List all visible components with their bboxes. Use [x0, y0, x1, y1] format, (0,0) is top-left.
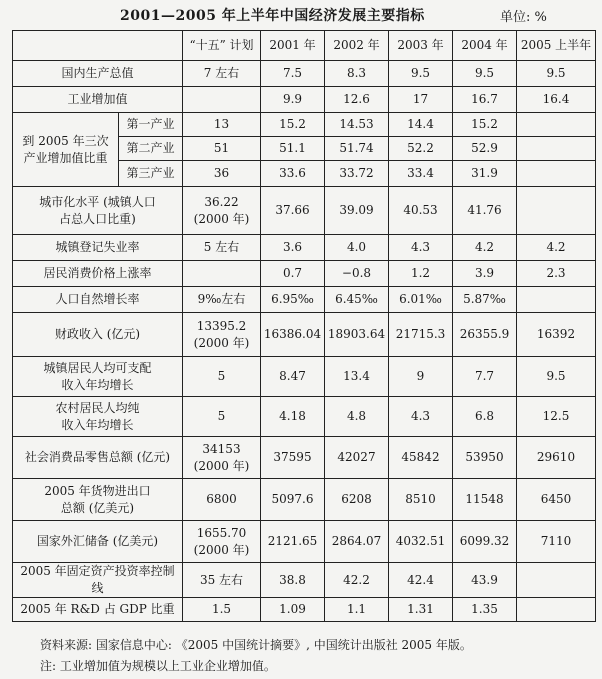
- value-cell: 14.53: [325, 113, 389, 137]
- table-row: [13, 598, 596, 622]
- cell-line: 36.22: [204, 194, 239, 209]
- value-cell: 40.53: [389, 187, 453, 235]
- value-cell: 1.09: [261, 598, 325, 622]
- cell-line: 2005 年货物进出口: [44, 483, 151, 498]
- plan-value-cell: [183, 137, 261, 161]
- value-cell: 33.4: [389, 161, 453, 187]
- value-cell: 29610: [517, 437, 596, 479]
- value-cell: 1.2: [389, 261, 453, 287]
- cell-line: 城镇居民人均可支配: [43, 360, 152, 375]
- table-row: [13, 235, 596, 261]
- cell-line: 35 左右: [199, 572, 244, 587]
- cell-line: 5: [217, 409, 226, 423]
- value-cell: 26355.9: [453, 313, 517, 357]
- table-row: [13, 397, 596, 437]
- value-cell: 17: [389, 87, 453, 113]
- value-cell: 37595: [261, 437, 325, 479]
- value-cell: 6.45‰: [325, 287, 389, 313]
- value-cell: 45842: [389, 437, 453, 479]
- cell-line: 13: [213, 117, 230, 131]
- plan-value-cell: [183, 187, 261, 235]
- row-label-cell: [13, 87, 183, 113]
- value-cell: 16.4: [517, 87, 596, 113]
- cell-line: 占总人口比重): [59, 211, 136, 226]
- footnote: 注: 工业增加值为规模以上工业企业增加值。: [40, 659, 276, 673]
- value-cell: 7110: [517, 521, 596, 563]
- cell-line: (2000 年): [193, 542, 250, 557]
- value-cell: 11548: [453, 479, 517, 521]
- table-row: [13, 313, 596, 357]
- value-cell: 6.8: [453, 397, 517, 437]
- value-cell: 3.6: [261, 235, 325, 261]
- plan-value-cell: [183, 113, 261, 137]
- row-label-cell: [13, 61, 183, 87]
- value-cell: 9.5: [517, 61, 596, 87]
- unit-label: 单位: %: [500, 10, 547, 25]
- value-cell: 4.2: [453, 235, 517, 261]
- row-label-cell: [13, 235, 183, 261]
- value-cell: 1.1: [325, 598, 389, 622]
- column-header: 2001 年: [261, 31, 325, 61]
- plan-value-cell: [183, 61, 261, 87]
- value-cell: [517, 113, 596, 137]
- row-label-cell: [13, 357, 183, 397]
- value-cell: 4.18: [261, 397, 325, 437]
- cell-line: (2000 年): [193, 335, 250, 350]
- row-label-cell: [13, 313, 183, 357]
- value-cell: 7.7: [453, 357, 517, 397]
- value-cell: 6208: [325, 479, 389, 521]
- value-cell: 0.7: [261, 261, 325, 287]
- column-header: “十五” 计划: [183, 31, 261, 61]
- value-cell: 1.31: [389, 598, 453, 622]
- cell-line: (2000 年): [193, 458, 250, 473]
- value-cell: 21715.3: [389, 313, 453, 357]
- value-cell: 16386.04: [261, 313, 325, 357]
- value-cell: 9.5: [389, 61, 453, 87]
- column-header: 2002 年: [325, 31, 389, 61]
- cell-line: 居民消费价格上涨率: [43, 266, 152, 280]
- value-cell: [517, 287, 596, 313]
- plan-value-cell: [183, 479, 261, 521]
- value-cell: 9: [389, 357, 453, 397]
- row-label-cell: [13, 563, 183, 598]
- cell-line: 城市化水平 (城镇人口: [39, 194, 156, 209]
- value-cell: 12.5: [517, 397, 596, 437]
- value-cell: 4.3: [389, 235, 453, 261]
- cell-line: 1655.70: [196, 525, 247, 540]
- value-cell: 38.8: [261, 563, 325, 598]
- value-cell: 15.2: [453, 113, 517, 137]
- value-cell: 1.35: [453, 598, 517, 622]
- value-cell: 4032.51: [389, 521, 453, 563]
- value-cell: 6.01‰: [389, 287, 453, 313]
- value-cell: 37.66: [261, 187, 325, 235]
- row-label-cell: [13, 437, 183, 479]
- row-label-cell: [13, 397, 183, 437]
- header-blank-cell: [13, 31, 183, 61]
- sub-label-cell: 第一产业: [119, 113, 183, 137]
- value-cell: 4.3: [389, 397, 453, 437]
- notes: [40, 635, 472, 677]
- column-header: 2003 年: [389, 31, 453, 61]
- plan-value-cell: [183, 261, 261, 287]
- value-cell: 43.9: [453, 563, 517, 598]
- value-cell: [517, 137, 596, 161]
- value-cell: 16392: [517, 313, 596, 357]
- value-cell: 18903.64: [325, 313, 389, 357]
- plan-value-cell: [183, 563, 261, 598]
- value-cell: 2.3: [517, 261, 596, 287]
- cell-line: 5: [217, 369, 226, 383]
- value-cell: 5097.6: [261, 479, 325, 521]
- table-row: [13, 479, 596, 521]
- cell-line: 收入年均增长: [61, 377, 134, 392]
- value-cell: 12.6: [325, 87, 389, 113]
- cell-line: 2005 年固定资产投资率控制线: [20, 564, 175, 595]
- cell-line: 城镇登记失业率: [55, 240, 140, 254]
- table-row: [13, 187, 596, 235]
- value-cell: 4.2: [517, 235, 596, 261]
- value-cell: 2864.07: [325, 521, 389, 563]
- column-header: 2005 上半年: [517, 31, 596, 61]
- header-row: [13, 31, 596, 61]
- title-row: [0, 0, 602, 28]
- plan-value-cell: [183, 287, 261, 313]
- group-label-line: 到 2005 年三次: [22, 133, 109, 148]
- value-cell: 42.2: [325, 563, 389, 598]
- cell-line: 收入年均增长: [61, 417, 134, 432]
- value-cell: 6.95‰: [261, 287, 325, 313]
- cell-line: 人口自然增长率: [55, 292, 140, 306]
- cell-line: 2005 年 R&D 占 GDP 比重: [20, 602, 175, 616]
- value-cell: 8.3: [325, 61, 389, 87]
- value-cell: 39.09: [325, 187, 389, 235]
- source-note: 资料来源: 国家信息中心: 《2005 中国统计摘要》, 中国统计出版社 2005 年版。: [40, 638, 472, 652]
- plan-value-cell: [183, 235, 261, 261]
- cell-line: 国家外汇储备 (亿美元): [36, 534, 159, 548]
- value-cell: [517, 187, 596, 235]
- value-cell: 8510: [389, 479, 453, 521]
- value-cell: 3.9: [453, 261, 517, 287]
- table-row: [13, 521, 596, 563]
- table-row: [13, 261, 596, 287]
- cell-line: 51: [213, 141, 230, 155]
- row-label-cell: [13, 598, 183, 622]
- value-cell: 16.7: [453, 87, 517, 113]
- cell-line: (2000 年): [193, 211, 250, 226]
- cell-line: 6800: [206, 492, 237, 506]
- value-cell: 31.9: [453, 161, 517, 187]
- value-cell: 9.5: [517, 357, 596, 397]
- plan-value-cell: [183, 397, 261, 437]
- cell-line: 农村居民人均纯: [55, 400, 140, 415]
- table-row: [13, 87, 596, 113]
- value-cell: [517, 598, 596, 622]
- cell-line: 13395.2: [196, 318, 247, 333]
- row-label-cell: [13, 261, 183, 287]
- row-label-cell: [13, 187, 183, 235]
- group-label-line: 产业增加值比重: [23, 150, 108, 165]
- plan-value-cell: [183, 598, 261, 622]
- table-title: 2001—2005 年上半年中国经济发展主要指标: [120, 8, 425, 24]
- table-row: [13, 563, 596, 598]
- cell-line: 国内生产总值: [61, 66, 134, 80]
- value-cell: −0.8: [325, 261, 389, 287]
- value-cell: [517, 563, 596, 598]
- value-cell: 52.2: [389, 137, 453, 161]
- value-cell: 9.9: [261, 87, 325, 113]
- plan-value-cell: [183, 521, 261, 563]
- value-cell: 52.9: [453, 137, 517, 161]
- cell-line: 36: [213, 166, 230, 180]
- cell-line: 工业增加值: [67, 92, 128, 106]
- plan-value-cell: [183, 87, 261, 113]
- value-cell: 51.74: [325, 137, 389, 161]
- sub-label-cell: 第三产业: [119, 161, 183, 187]
- value-cell: 33.6: [261, 161, 325, 187]
- value-cell: 5.87‰: [453, 287, 517, 313]
- value-cell: 6099.32: [453, 521, 517, 563]
- value-cell: 14.4: [389, 113, 453, 137]
- value-cell: 7.5: [261, 61, 325, 87]
- table-row: [13, 437, 596, 479]
- value-cell: 9.5: [453, 61, 517, 87]
- value-cell: 15.2: [261, 113, 325, 137]
- cell-line: 社会消费品零售总额 (亿元): [24, 450, 171, 464]
- row-label-cell: [13, 479, 183, 521]
- plan-value-cell: [183, 313, 261, 357]
- value-cell: 13.4: [325, 357, 389, 397]
- table-row: [13, 113, 596, 137]
- column-header: 2004 年: [453, 31, 517, 61]
- value-cell: 33.72: [325, 161, 389, 187]
- cell-line: 34153: [202, 441, 241, 456]
- plan-value-cell: [183, 161, 261, 187]
- indicator-table: [12, 30, 596, 622]
- value-cell: 2121.65: [261, 521, 325, 563]
- row-label-cell: [13, 287, 183, 313]
- cell-line: 财政收入 (亿元): [54, 327, 141, 341]
- cell-line: 7 左右: [203, 66, 240, 80]
- table-row: [13, 61, 596, 87]
- value-cell: [517, 161, 596, 187]
- cell-line: 9‰左右: [197, 292, 246, 306]
- value-cell: 8.47: [261, 357, 325, 397]
- value-cell: 42027: [325, 437, 389, 479]
- cell-line: 1.5: [211, 602, 232, 616]
- cell-line: 总额 (亿美元): [60, 500, 135, 515]
- value-cell: 4.8: [325, 397, 389, 437]
- sub-label-cell: 第二产业: [119, 137, 183, 161]
- value-cell: 41.76: [453, 187, 517, 235]
- value-cell: 51.1: [261, 137, 325, 161]
- value-cell: 6450: [517, 479, 596, 521]
- group-label-cell: [13, 113, 119, 187]
- cell-line: 5 左右: [203, 240, 240, 254]
- plan-value-cell: [183, 437, 261, 479]
- plan-value-cell: [183, 357, 261, 397]
- table-row: [13, 357, 596, 397]
- row-label-cell: [13, 521, 183, 563]
- table-row: [13, 287, 596, 313]
- value-cell: 42.4: [389, 563, 453, 598]
- value-cell: 4.0: [325, 235, 389, 261]
- value-cell: 53950: [453, 437, 517, 479]
